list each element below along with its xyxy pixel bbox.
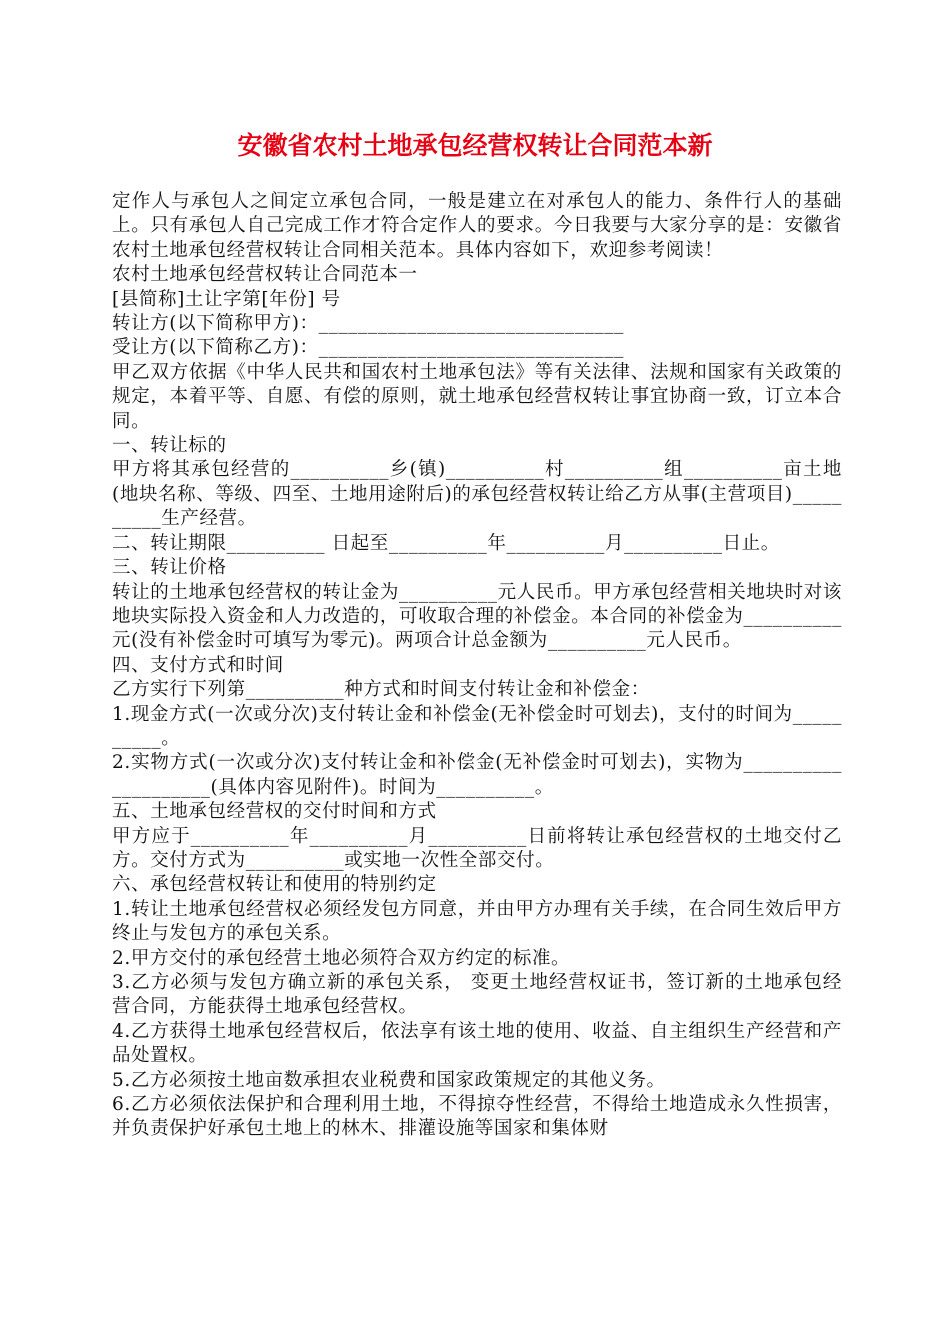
section-heading: 四、支付方式和时间	[112, 654, 284, 676]
clause-item: 1.现金方式(一次或分次)支付转让金和补偿金(无补偿金时可划去)，支付的时间为__________。	[112, 703, 842, 749]
contract-heading: 农村土地承包经营权转让合同范本一	[112, 264, 418, 286]
clause-item: 6.乙方必须依法保护和合理利用土地，不得掠夺性经营，不得给土地造成永久性损害，并负责保护好承包土地上的林木、排灌设施等国家和集体财	[112, 1094, 842, 1140]
clause-item: 3.乙方必须与发包方确立新的承包关系， 变更土地经营权证书，签订新的土地承包经营合同，方能获得土地承包经营权。	[112, 972, 842, 1018]
document-body	[112, 190, 842, 1142]
clause-item: 2.实物方式(一次或分次)支付转让金和补偿金(无补偿金时可划去)，实物为____________________(具体内容见附件)。时间为__________。	[112, 752, 842, 798]
preamble-paragraph: 甲乙双方依据《中华人民共和国农村土地承包法》等有关法律、法规和国家有关政策的规定，本着平等、自愿、有偿的原则，就土地承包经营权转让事宜协商一致，订立本合同。	[112, 361, 842, 432]
section-heading: 一、转让标的	[112, 435, 227, 457]
clause-paragraph: 甲方将其承包经营的__________乡(镇)__________村__________组__________亩土地(地块名称、等级、四至、土地用途附后)的承包经营权转让给乙方从事(主营项目)__________生产经营。	[112, 459, 842, 530]
section-heading: 二、转让期限__________ 日起至__________年__________月__________日止。	[112, 532, 780, 554]
clause-paragraph: 甲方应于__________年__________月__________日前将转让承包经营权的土地交付乙方。交付方式为__________或实地一次性全部交付。	[112, 825, 842, 871]
clause-paragraph: 转让的土地承包经营权的转让金为__________元人民币。甲方承包经营相关地块时对该地块实际投入资金和人力改造的，可收取合理的补偿金。本合同的补偿金为__________元(没有补偿金时可填写为零元)。两项合计总金额为__________元人民币。	[112, 581, 842, 652]
clause-item: 2.甲方交付的承包经营土地必须符合双方约定的标准。	[112, 947, 571, 969]
section-heading: 三、转让价格	[112, 557, 227, 579]
clause-paragraph: 乙方实行下列第__________种方式和时间支付转让金和补偿金：	[112, 679, 650, 701]
party-a-line: 转让方(以下简称甲方)：_______________________________	[112, 313, 624, 335]
intro-paragraph: 定作人与承包人之间定立承包合同，一般是建立在对承包人的能力、条件行人的基础上。只有承包人自己完成工作才符合定作人的要求。今日我要与大家分享的是：安徽省农村土地承包经营权转让合同相关范本。具体内容如下，欢迎参考阅读！	[112, 191, 842, 261]
section-heading: 六、承包经营权转让和使用的特别约定	[112, 874, 437, 896]
clause-item: 1.转让土地承包经营权必须经发包方同意，并由甲方办理有关手续，在合同生效后甲方终止与发包方的承包关系。	[112, 898, 842, 945]
document-title: 安徽省农村土地承包经营权转让合同范本新	[237, 131, 713, 160]
clause-item: 5.乙方必须按土地亩数承担农业税费和国家政策规定的其他义务。	[112, 1069, 666, 1091]
contract-number: [县简称]土让字第[年份] 号	[112, 288, 341, 310]
section-heading: 五、土地承包经营权的交付时间和方式	[112, 801, 437, 823]
clause-item: 4.乙方获得土地承包经营权后，依法享有该土地的使用、收益、自主组织生产经营和产品处置权。	[112, 1020, 842, 1067]
party-b-line: 受让方(以下简称乙方)：_______________________________	[112, 337, 624, 359]
